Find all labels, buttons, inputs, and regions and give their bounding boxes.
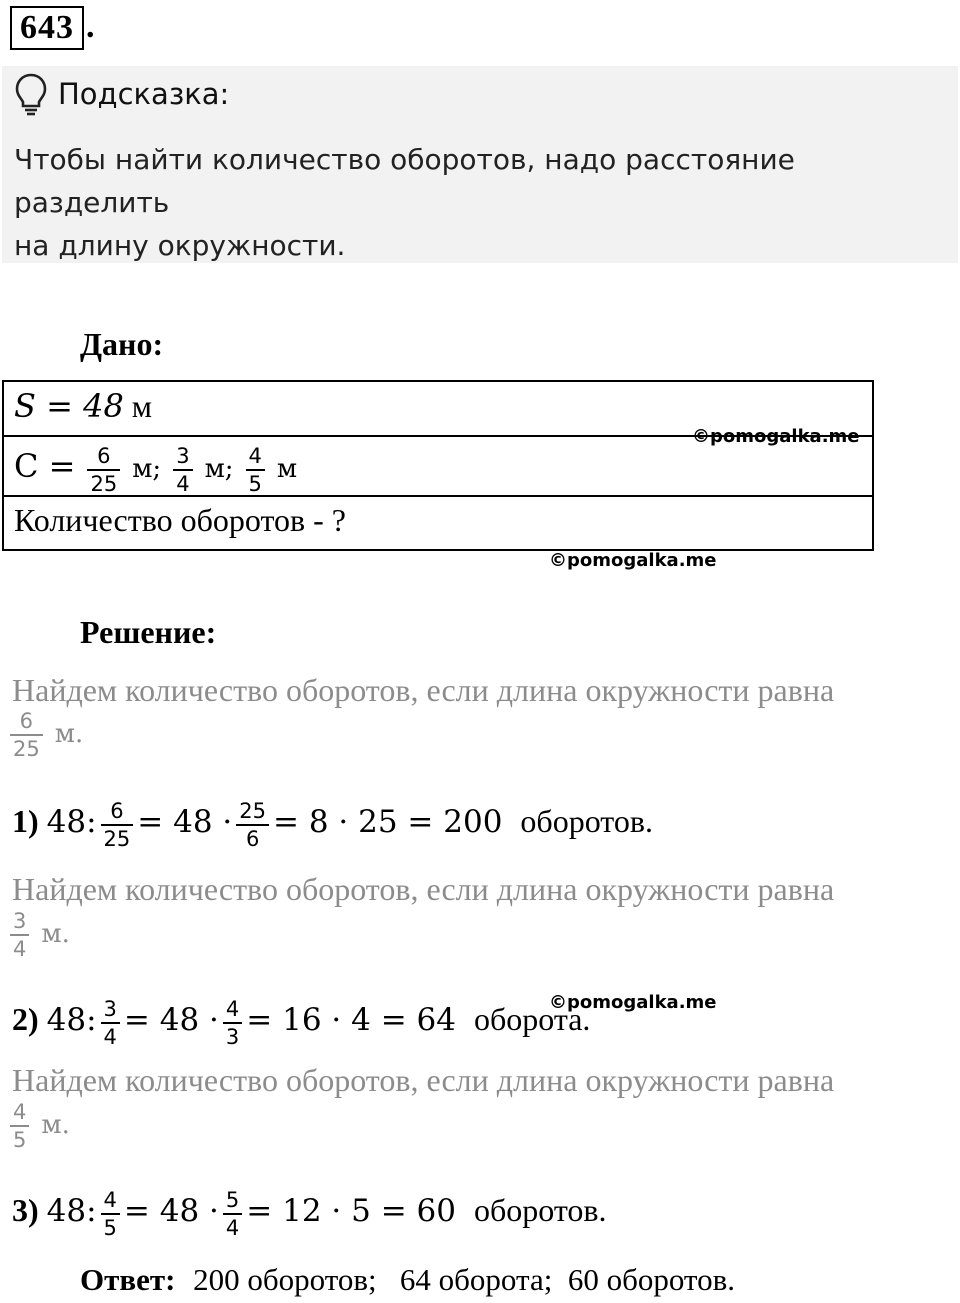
given-title: Дано: bbox=[80, 326, 164, 362]
given-row-question bbox=[4, 497, 872, 549]
fraction: $\frac{4}{5}$ bbox=[10, 1099, 29, 1153]
hint-title: Подсказка: bbox=[58, 77, 230, 111]
step-label: 2) bbox=[12, 1001, 39, 1037]
unit-label: м bbox=[276, 454, 298, 484]
answer-line bbox=[80, 1260, 735, 1300]
hint-text bbox=[14, 138, 944, 267]
step-expression: = 48 · bbox=[137, 804, 233, 840]
unit-label: м; bbox=[132, 454, 162, 484]
step-expression: = 16 · 4 = 64 bbox=[246, 1002, 456, 1038]
lightbulb-icon bbox=[14, 72, 48, 116]
fraction: $\frac{4}{3}$ bbox=[223, 996, 242, 1050]
fraction: $\frac{4}{5}$ bbox=[246, 443, 265, 497]
step-expression: 48: bbox=[46, 1193, 97, 1229]
given-question: Количество оборотов - ? bbox=[14, 502, 346, 538]
solution-intro-value bbox=[6, 908, 70, 962]
unit-label: м; bbox=[204, 454, 234, 484]
unit-label: м. bbox=[54, 718, 84, 749]
answer-label: Ответ: bbox=[80, 1262, 176, 1297]
step-expression: 48: bbox=[46, 1002, 97, 1038]
fraction: $\frac{6}{25}$ bbox=[87, 443, 120, 497]
fraction: $\frac{4}{5}$ bbox=[101, 1187, 120, 1241]
fraction: $\frac{3}{4}$ bbox=[10, 908, 29, 962]
watermark: ©pomogalka.me bbox=[549, 992, 717, 1013]
step-result-word: оборота. bbox=[473, 1001, 591, 1037]
step-expression: 48: bbox=[46, 804, 97, 840]
fraction: $\frac{3}{4}$ bbox=[101, 996, 120, 1050]
unit-label: м. bbox=[41, 1109, 70, 1140]
step-expression: = 8 · 25 = 200 bbox=[273, 804, 503, 840]
hint-text-line: на длину окружности. bbox=[14, 229, 346, 262]
watermark: ©pomogalka.me bbox=[692, 426, 860, 447]
step-label: 1) bbox=[12, 803, 39, 839]
step-expression: = 48 · bbox=[123, 1002, 219, 1038]
unit-label: м. bbox=[41, 918, 70, 949]
solution-intro-value bbox=[6, 708, 83, 762]
solution-title: Решение: bbox=[80, 614, 217, 650]
solution-step bbox=[12, 1181, 607, 1241]
fraction: $\frac{6}{25}$ bbox=[10, 708, 43, 762]
distance-unit: м bbox=[131, 388, 153, 424]
fraction: $\frac{6}{25}$ bbox=[101, 798, 134, 852]
solution-intro: Найдем количество оборотов, если длина окружности равна bbox=[12, 672, 835, 708]
given-table bbox=[2, 380, 874, 551]
step-expression: = 48 · bbox=[123, 1193, 219, 1229]
fraction: $\frac{3}{4}$ bbox=[173, 443, 192, 497]
solution-intro: Найдем количество оборотов, если длина окружности равна bbox=[12, 1062, 835, 1098]
answer-text: 200 оборотов; 64 оборота; 60 оборотов. bbox=[193, 1262, 735, 1297]
task-number: 643 bbox=[10, 6, 84, 50]
solution-step bbox=[12, 990, 590, 1050]
solution-intro-value bbox=[6, 1099, 70, 1153]
fraction: $\frac{25}{6}$ bbox=[236, 798, 269, 852]
hint-text-line: Чтобы найти количество оборотов, надо расстояние разделить bbox=[14, 143, 795, 219]
circumference-label: C = bbox=[14, 447, 76, 485]
solution-intro: Найдем количество оборотов, если длина окружности равна bbox=[12, 871, 835, 907]
distance-formula: S = 48 bbox=[14, 387, 124, 425]
fraction: $\frac{5}{4}$ bbox=[223, 1187, 242, 1241]
solution-step bbox=[12, 792, 653, 852]
watermark: ©pomogalka.me bbox=[549, 550, 717, 571]
step-expression: = 12 · 5 = 60 bbox=[246, 1193, 456, 1229]
step-label: 3) bbox=[12, 1192, 39, 1228]
step-result-word: оборотов. bbox=[520, 803, 653, 839]
task-number-dot: . bbox=[86, 8, 95, 45]
step-result-word: оборотов. bbox=[473, 1192, 607, 1228]
